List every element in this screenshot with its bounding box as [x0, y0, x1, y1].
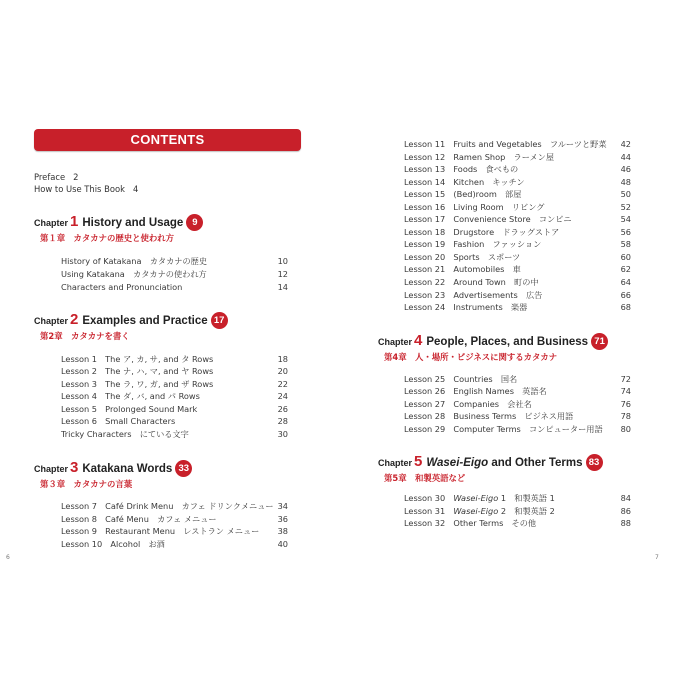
toc-entry-title: Lesson 22 Around Town 町の中: [404, 277, 539, 287]
chapter-2-heading[interactable]: [34, 309, 228, 329]
toc-entry-title: History of Katakana カタカナの歴史: [61, 256, 208, 266]
contents-banner: CONTENTS: [34, 129, 301, 151]
toc-entry-title: Lesson 1 The ア, カ, サ, and タ Rows: [61, 354, 214, 364]
toc-entry-title: Lesson 5 Prolonged Sound Mark: [61, 404, 198, 414]
chapter-start-page-badge: 83: [586, 454, 603, 471]
chapter-label: Chapter: [34, 316, 69, 326]
chapter-label: Chapter: [34, 464, 69, 474]
toc-entry[interactable]: [61, 501, 288, 512]
toc-entry-italic: Wasei-Eigo: [453, 493, 499, 503]
front-matter-label: How to Use This Book: [34, 184, 125, 194]
toc-entry-suffix: 2 和製英語 2: [498, 506, 555, 516]
chapter-3-heading[interactable]: [34, 457, 192, 477]
chapter-title: History and Usage: [82, 217, 184, 229]
toc-entry-page: 42: [620, 139, 631, 149]
toc-entry-title: Lesson 9 Restaurant Menu レストラン メニュー: [61, 526, 260, 536]
toc-entry-title: Lesson 18 Drugstore ドラッグストア: [404, 227, 560, 237]
toc-entry[interactable]: [404, 227, 631, 238]
toc-entry-title: Characters and Pronunciation: [61, 282, 183, 292]
toc-entry-page: 22: [277, 379, 288, 389]
toc-entry-title: Using Katakana カタカナの使われ方: [61, 269, 207, 279]
chapter-start-page-badge: 9: [186, 214, 203, 231]
toc-entry[interactable]: [404, 302, 631, 313]
toc-entry[interactable]: [61, 404, 288, 415]
toc-entry-title: Lesson 13 Foods 食べもの: [404, 164, 519, 174]
toc-entry[interactable]: [404, 264, 631, 275]
chapter-number: 1: [70, 213, 79, 230]
toc-entry[interactable]: [404, 177, 631, 188]
chapter-start-page-badge: 71: [591, 333, 608, 350]
right-page: [340, 0, 679, 679]
toc-entry-page: 44: [620, 152, 631, 162]
chapter-number: 4: [414, 332, 423, 349]
toc-entry-page: 50: [620, 189, 631, 199]
chapter-1-jp-title: 第１章 カタカナの歴史と使われ方: [40, 233, 174, 243]
toc-entry-title: Lesson 15 (Bed)room 部屋: [404, 189, 522, 199]
toc-entry-prefix: Lesson 30: [404, 493, 454, 503]
toc-entry[interactable]: [61, 514, 288, 525]
toc-entry[interactable]: [404, 164, 631, 175]
toc-entry-page: 18: [277, 354, 288, 364]
toc-entry-suffix: Other Terms その他: [453, 518, 537, 528]
toc-entry-title: Lesson 24 Instruments 楽器: [404, 302, 528, 312]
toc-entry-title: Lesson 20 Sports スポーツ: [404, 252, 521, 262]
toc-entry-title: Lesson 14 Kitchen キッチン: [404, 177, 525, 187]
toc-entry-prefix: Lesson 32: [404, 518, 454, 528]
front-matter-page: 4: [132, 184, 139, 194]
toc-entry-title: Lesson 27 Companies 会社名: [404, 399, 532, 409]
chapter-title: [426, 457, 582, 469]
toc-entry-page: 64: [620, 277, 631, 287]
toc-entry-title: Tricky Characters にている文字: [61, 429, 189, 439]
front-matter-how-to-use[interactable]: [34, 184, 138, 194]
chapter-4-heading[interactable]: [378, 330, 608, 350]
toc-entry[interactable]: [61, 269, 288, 280]
toc-entry[interactable]: [404, 374, 631, 385]
toc-entry-page: 60: [620, 252, 631, 262]
toc-entry-title: Lesson 28 Business Terms ビジネス用語: [404, 411, 574, 421]
toc-entry-page: 52: [620, 202, 631, 212]
chapter-start-page-badge: 17: [211, 312, 228, 329]
toc-entry[interactable]: [404, 399, 631, 410]
chapter-start-page-badge: 33: [175, 460, 192, 477]
toc-entry[interactable]: [61, 526, 288, 537]
toc-entry-title: Lesson 23 Advertisements 広告: [404, 290, 543, 300]
toc-entry[interactable]: [404, 386, 631, 397]
toc-entry[interactable]: [61, 256, 288, 267]
toc-entry-title: Lesson 12 Ramen Shop ラーメン屋: [404, 152, 555, 162]
chapter-title: Katakana Words: [82, 463, 173, 475]
toc-entry-page: 56: [620, 227, 631, 237]
chapter-label: Chapter: [34, 218, 69, 228]
chapter-number: 3: [70, 459, 79, 476]
chapter-2-jp-title: 第2章 カタカナを書く: [40, 331, 130, 341]
chapter-3-jp-title: 第３章 カタカナの言葉: [40, 479, 133, 489]
toc-entry-page: 36: [277, 514, 288, 524]
toc-entry-title: [404, 493, 555, 504]
toc-entry-title: Lesson 26 English Names 英語名: [404, 386, 547, 396]
chapter-5-heading[interactable]: [378, 451, 603, 471]
toc-entry-title: Lesson 21 Automobiles 車: [404, 264, 521, 274]
chapter-4-jp-title: 第4章 人・場所・ビジネスに関するカタカナ: [384, 352, 558, 362]
toc-entry-page: 24: [277, 391, 288, 401]
toc-entry-page: 30: [277, 429, 288, 439]
toc-entry-page: 72: [620, 374, 631, 384]
toc-entry-italic: Wasei-Eigo: [453, 506, 499, 516]
toc-entry-page: 74: [620, 386, 631, 396]
toc-entry-page: 46: [620, 164, 631, 174]
toc-entry-title: Lesson 25 Countries 国名: [404, 374, 518, 384]
toc-entry-title: Lesson 16 Living Room リビング: [404, 202, 545, 212]
toc-entry-page: 66: [620, 290, 631, 300]
toc-entry[interactable]: [404, 290, 631, 301]
toc-entry[interactable]: [61, 429, 288, 440]
toc-entry[interactable]: [61, 282, 288, 293]
chapter-title-rest: and Other Terms: [488, 457, 583, 469]
toc-entry-title: Lesson 2 The ナ, ハ, マ, and ヤ Rows: [61, 366, 214, 376]
toc-entry-page: 84: [620, 493, 631, 503]
toc-entry-title: Lesson 8 Café Menu カフェ メニュー: [61, 514, 217, 524]
toc-entry-page: 78: [620, 411, 631, 421]
chapter-number: 2: [70, 311, 79, 328]
toc-entry-page: 88: [620, 518, 631, 528]
toc-entry-page: 40: [277, 539, 288, 549]
toc-entry-title: [404, 518, 536, 529]
toc-entry-title: Lesson 3 The ラ, ワ, ガ, and ザ Rows: [61, 379, 214, 389]
page-number-right: 7: [655, 554, 659, 561]
toc-entry[interactable]: [404, 239, 631, 250]
left-page: [0, 0, 339, 679]
toc-entry-title: Lesson 10 Alcohol お酒: [61, 539, 165, 549]
toc-entry-title: Lesson 7 Café Drink Menu カフェ ドリンクメニュー: [61, 501, 274, 511]
toc-entry-page: 28: [277, 416, 288, 426]
toc-entry[interactable]: [61, 391, 288, 402]
toc-entry-title: [404, 506, 555, 517]
toc-entry-page: 12: [277, 269, 288, 279]
toc-entry[interactable]: [404, 518, 631, 529]
chapter-label: Chapter: [378, 337, 413, 347]
chapter-number: 5: [414, 453, 423, 470]
toc-entry-page: 26: [277, 404, 288, 414]
toc-entry-title: Lesson 11 Fruits and Vegetables フルーツと野菜: [404, 139, 607, 149]
toc-entry[interactable]: [404, 493, 631, 504]
front-matter-label: Preface: [34, 172, 66, 182]
toc-entry-page: 76: [620, 399, 631, 409]
toc-entry-title: Lesson 4 The ダ, バ, and パ Rows: [61, 391, 200, 401]
toc-entry-page: 58: [620, 239, 631, 249]
toc-entry[interactable]: [61, 354, 288, 365]
toc-entry[interactable]: [404, 506, 631, 517]
toc-entry[interactable]: [404, 252, 631, 263]
chapter-1-heading[interactable]: [34, 211, 203, 231]
toc-entry-page: 48: [620, 177, 631, 187]
toc-entry-suffix: 1 和製英語 1: [498, 493, 555, 503]
toc-entry-page: 62: [620, 264, 631, 274]
toc-entry-title: Lesson 6 Small Characters: [61, 416, 176, 426]
toc-entry[interactable]: [404, 277, 631, 288]
toc-entry-page: 14: [277, 282, 288, 292]
toc-entry-page: 86: [620, 506, 631, 516]
toc-entry-page: 38: [277, 526, 288, 536]
toc-entry-page: 80: [620, 424, 631, 434]
toc-entry[interactable]: [61, 366, 288, 377]
toc-entry-page: 68: [620, 302, 631, 312]
chapter-title: Examples and Practice: [82, 315, 208, 327]
toc-entry[interactable]: [404, 411, 631, 422]
toc-entry[interactable]: [404, 139, 631, 150]
chapter-label: Chapter: [378, 458, 413, 468]
toc-entry[interactable]: [404, 152, 631, 163]
toc-entry[interactable]: [404, 214, 631, 225]
toc-entry-title: Lesson 29 Computer Terms コンピューター用語: [404, 424, 603, 434]
toc-entry[interactable]: [404, 424, 631, 435]
toc-entry[interactable]: [61, 416, 288, 427]
chapter-title-italic: Wasei-Eigo: [426, 457, 489, 469]
toc-entry-title: Lesson 19 Fashion ファッション: [404, 239, 542, 249]
toc-entry[interactable]: [61, 539, 288, 550]
toc-entry-prefix: Lesson 31: [404, 506, 454, 516]
page-number-left: 6: [6, 554, 10, 561]
front-matter-page: 2: [73, 172, 79, 182]
front-matter-preface[interactable]: [34, 172, 79, 182]
toc-entry-title: Lesson 17 Convenience Store コンビニ: [404, 214, 572, 224]
chapter-title: People, Places, and Business: [426, 336, 589, 348]
toc-entry[interactable]: [404, 189, 631, 200]
toc-entry[interactable]: [404, 202, 631, 213]
toc-entry-page: 20: [277, 366, 288, 376]
chapter-5-jp-title: 第5章 和製英語など: [384, 473, 466, 483]
toc-entry[interactable]: [61, 379, 288, 390]
toc-entry-page: 54: [620, 214, 631, 224]
toc-entry-page: 34: [277, 501, 288, 511]
toc-entry-page: 10: [277, 256, 288, 266]
